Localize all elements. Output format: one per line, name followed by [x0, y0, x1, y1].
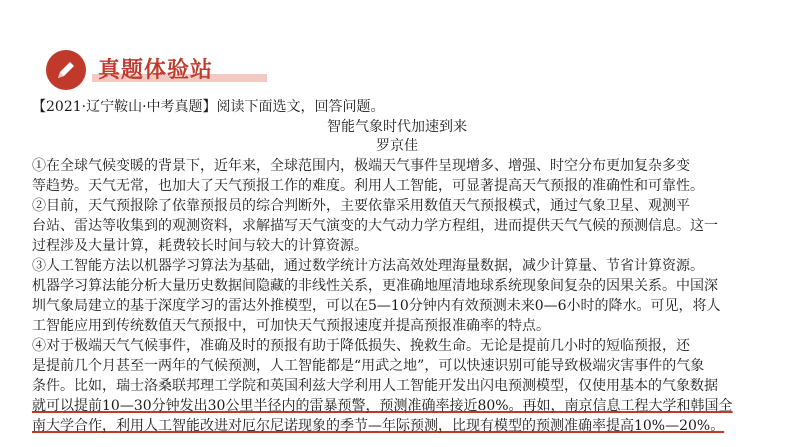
article-line: 等趋势。天气无常，也加大了天气预报工作的难度。利用人工智能，可显著提高天气预报的准确性和可靠性。 — [32, 178, 704, 194]
article-line: 机器学习算法能分析大量历史数据间隐藏的非线性关系，更准确地厘清地球系统现象间复杂的因果关系。中国深 — [32, 278, 718, 294]
article-line: 条件。比如，瑞士洛桑联邦理工学院和英国利兹大学利用人工智能开发出闪电预测模型，仅使用基本的气象数据 — [32, 378, 718, 394]
article-line: 是提前几个月甚至一两年的气候预测，人工智能都是“用武之地”，可以快速识别可能导致极端灾害事件的气象 — [32, 358, 705, 374]
article-line: 过程涉及大量计算，耗费较长时间与较大的计算资源。 — [32, 238, 368, 254]
article-line: 工智能应用到传统数值天气预报中，可加快天气预报速度并提高预报准确率的特点。 — [32, 318, 550, 334]
article-line-underlined: 就可以提前10—30分钟发出30公里半径内的雷暴预警，预测准确率接近80%。再如，南京信息工程大学和韩国全 — [32, 398, 733, 414]
article-line: ④对于极端天气气候事件，准确及时的预报有助于降低损失、挽救生命。无论是提前几小时的短临预报，还 — [32, 338, 690, 354]
section-title-wrap — [98, 56, 213, 86]
section-title: 真题体验站 — [98, 58, 214, 83]
article-line: ②目前，天气预报除了依靠预报员的综合判断外，主要依靠采用数值天气预报模式，通过气象卫星、观测平 — [32, 198, 690, 214]
pencil-icon — [46, 50, 86, 90]
question-intro: 【2021·辽宁鞍山·中考真题】阅读下面选文，回答问题。 — [32, 99, 385, 115]
article-line-underlined: 南大学合作，利用人工智能改进对厄尔尼诺现象的季节—年际预测，比现有模型的预测准确率提高10%—20%。 — [32, 418, 725, 434]
article-line: 圳气象局建立的基于深度学习的雷达外推模型，可以在5—10分钟内有效预测未来0—6小时的降水。可见，将人 — [32, 298, 721, 314]
article-line: ③人工智能方法以机器学习算法为基础，通过数学统计方法高效处理海量数据，减少计算量、节省计算资源。 — [32, 258, 704, 274]
section-header — [46, 50, 346, 94]
article-author: 罗京佳 — [376, 138, 418, 154]
article-line: 台站、雷达等收集到的观测资料，求解描写天气演变的大气动力学方程组，进而提供天气气候的预测信息。这一 — [32, 218, 718, 234]
article-title: 智能气象时代加速到来 — [327, 119, 467, 135]
article-line: ①在全球气候变暖的背景下，近年来，全球范围内，极端天气事件呈现增多、增强、时空分布更加复杂多变 — [32, 158, 690, 174]
